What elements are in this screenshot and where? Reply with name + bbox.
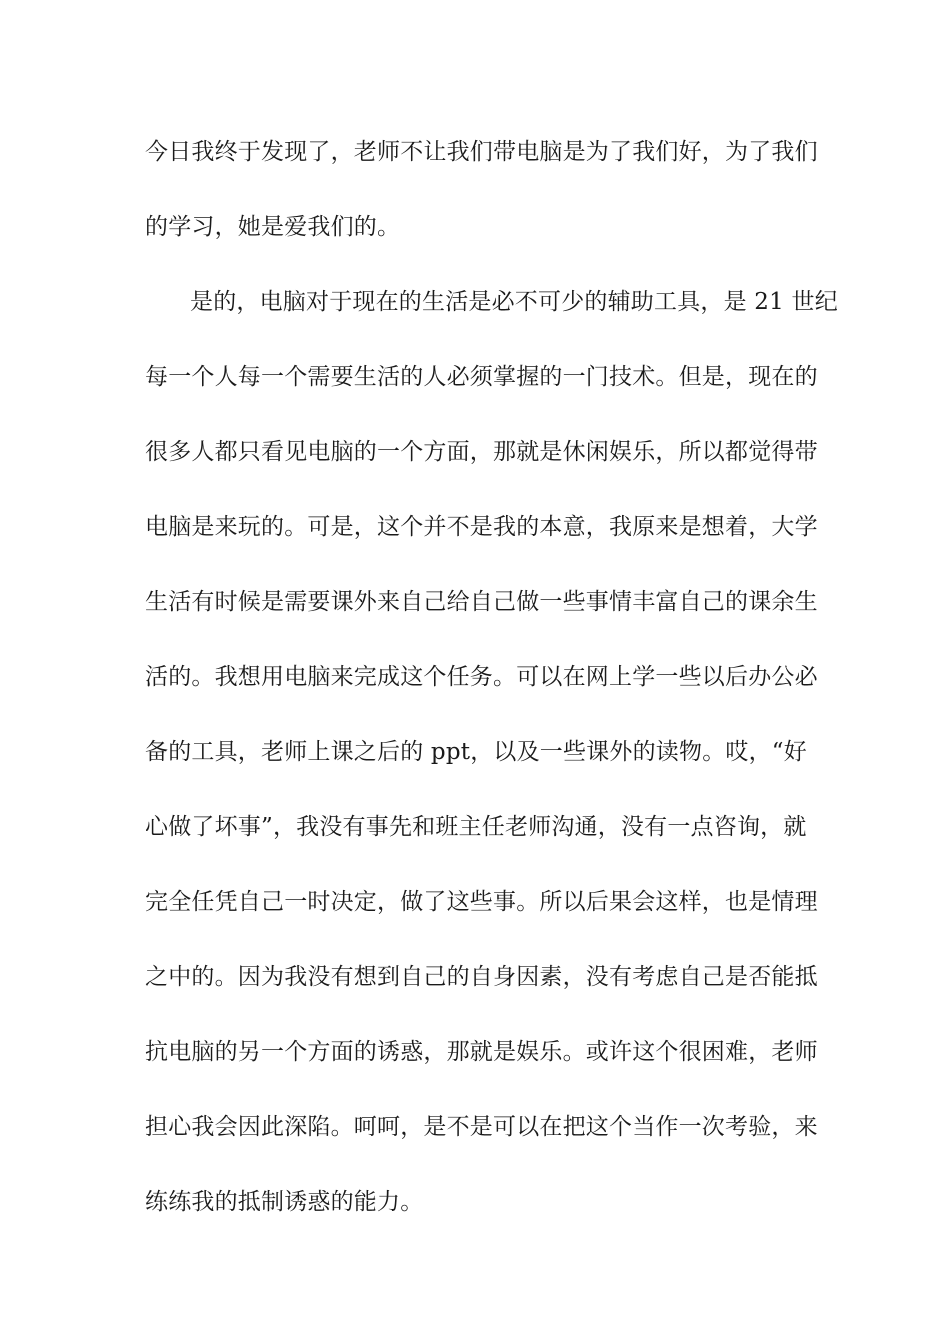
text-line-10: 心做了坏事”，我没有事先和班主任老师沟通，没有一点咨询，就	[145, 814, 807, 840]
text-line-1: 今日我终于发现了，老师不让我们带电脑是为了我们好，为了我们	[145, 139, 818, 165]
text-line-15: 练练我的抵制诱惑的能力。	[145, 1189, 424, 1215]
text-line-8: 活的。我想用电脑来完成这个任务。可以在网上学一些以后办公必	[145, 664, 818, 690]
text-line-5: 很多人都只看见电脑的一个方面，那就是休闲娱乐，所以都觉得带	[145, 439, 818, 465]
text-line-13: 抗电脑的另一个方面的诱惑，那就是娱乐。或许这个很困难，老师	[145, 1039, 818, 1065]
text-line-12: 之中的。因为我没有想到自己的自身因素，没有考虑自己是否能抵	[145, 964, 818, 990]
text-line-11: 完全任凭自己一时决定，做了这些事。所以后果会这样，也是情理	[145, 889, 818, 915]
text-line-14: 担心我会因此深陷。呵呵，是不是可以在把这个当作一次考验，来	[145, 1114, 818, 1140]
text-line-4: 每一个人每一个需要生活的人必须掌握的一门技术。但是，现在的	[145, 364, 818, 390]
text-line-6: 电脑是来玩的。可是，这个并不是我的本意，我原来是想着，大学	[145, 514, 818, 540]
text-line-2: 的学习，她是爱我们的。	[145, 214, 401, 240]
text-line-7: 生活有时候是需要课外来自己给自己做一些事情丰富自己的课余生	[145, 589, 818, 615]
text-line-3: 是的，电脑对于现在的生活是必不可少的辅助工具，是 21 世纪	[190, 289, 838, 315]
text-line-9: 备的工具，老师上课之后的 ppt，以及一些课外的读物。哎，“好	[145, 739, 807, 765]
